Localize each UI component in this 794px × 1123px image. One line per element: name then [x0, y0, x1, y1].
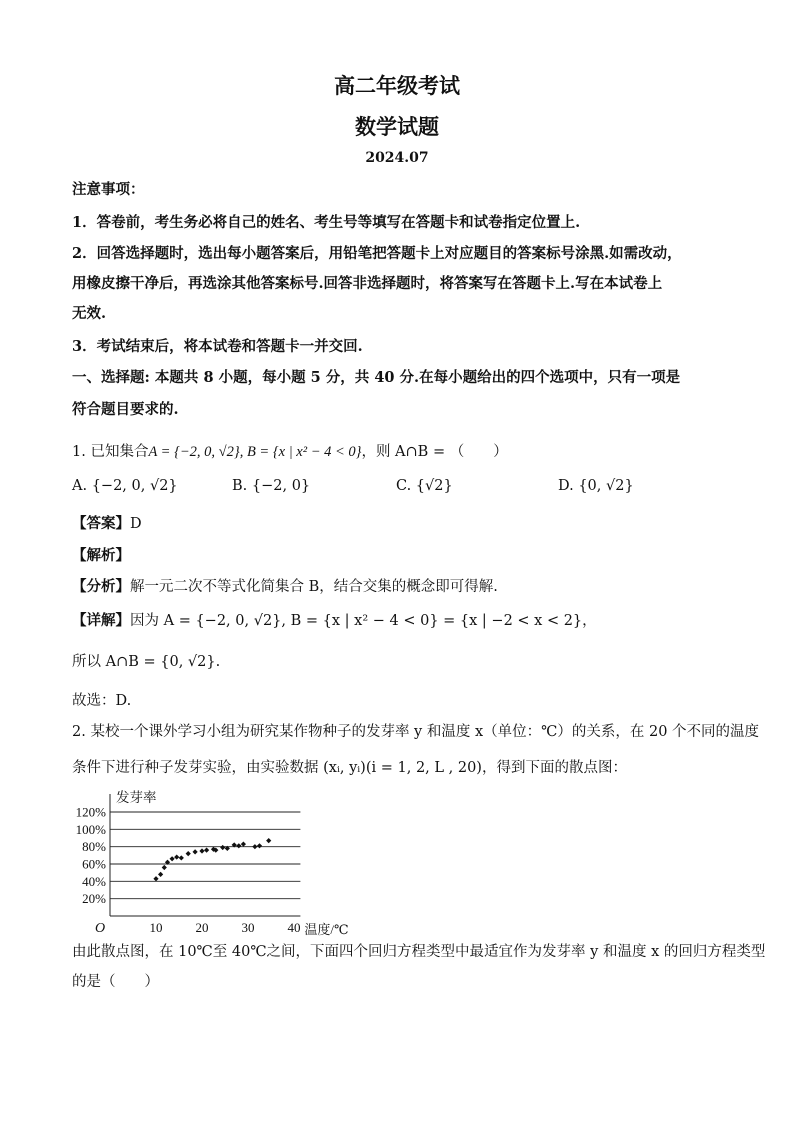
notice-item-2b: 用橡皮擦干净后，再选涂其他答案标号.回答非选择题时，将答案写在答题卡上.写在本试卷上	[72, 275, 663, 292]
set-a: A = {−2, 0, √2}	[148, 444, 240, 460]
exam-subject: 数学试题	[355, 114, 439, 139]
y-tick-label: 60%	[82, 856, 106, 872]
x-tick-label: 30	[241, 920, 255, 935]
notice-item-2a: 2．回答选择题时，选出每小题答案后，用铅笔把答题卡上对应题目的答案标号涂黑.如需改动，	[72, 245, 682, 262]
set-b: , B = {x | x² − 4 < 0}	[239, 444, 362, 460]
y-tick-label: 80%	[82, 839, 106, 855]
notice-heading: 注意事项：	[72, 181, 145, 198]
y-tick-label: 120%	[75, 804, 106, 820]
option-b: B. {−2, 0}	[232, 478, 311, 494]
detail-tag: 【详解】	[72, 612, 130, 629]
option-d: D. {0, √2}	[558, 478, 634, 494]
question-2-line-2: 条件下进行种子发芽实验，由实验数据 (xᵢ, yᵢ)(i = 1, 2, L , 20)，得到下面的散点图：	[72, 760, 627, 776]
scatter-point	[241, 841, 246, 846]
section-1-heading-cont: 符合题目要求的.	[72, 401, 179, 418]
question-1-suffix: ，则 A∩B = （ ）	[361, 444, 508, 460]
scatter-point	[266, 838, 271, 843]
scatter-point	[199, 848, 204, 853]
scatter-point	[220, 845, 225, 850]
exam-date: 2024.07	[365, 150, 429, 166]
analysis-tag: 【解析】	[72, 547, 130, 564]
origin-label: O	[94, 921, 106, 936]
exam-title: 高二年级考试	[334, 73, 460, 98]
notice-item-3: 3．考试结束后，将本试卷和答题卡一并交回.	[72, 338, 363, 355]
x-tick-label: 40	[287, 920, 301, 935]
scatter-point	[179, 855, 184, 860]
detail-text: 因为 A = {−2, 0, √2}, B = {x | x² − 4 < 0} = {x | −2 < x < 2}，	[130, 613, 597, 629]
question-2-line-3: 由此散点图，在 10℃至 40℃之间，下面四个回归方程类型中最适宜作为发芽率 y 和温度 x 的回归方程类型	[72, 944, 766, 960]
answer-value: D	[130, 516, 142, 532]
scatter-point	[170, 856, 175, 861]
y-axis-label: 发芽率	[116, 790, 157, 805]
question-2-line-4: 的是（ ）	[72, 974, 159, 990]
scatter-point	[252, 844, 257, 849]
y-tick-label: 100%	[75, 821, 106, 837]
question-1-prefix: 1. 已知集合	[72, 444, 149, 460]
notice-item-1: 1．答卷前，考生务必将自己的姓名、考生号等填写在答题卡和试卷指定位置上.	[72, 214, 581, 231]
option-c: C. {√2}	[396, 478, 453, 494]
option-a: A. {−2, 0, √2}	[72, 478, 178, 494]
scatter-point	[257, 843, 262, 848]
x-tick-label: 10	[149, 920, 163, 935]
question-1-stem	[72, 442, 732, 462]
question-2-line-1: 2. 某校一个课外学习小组为研究某作物种子的发芽率 y 和温度 x（单位：℃）的关系，在 20 个不同的温度	[72, 724, 760, 740]
section-1-heading: 一、选择题: 本题共 8 小题，每小题 5 分，共 40 分.在每小题给出的四个选项中，只有一项是	[72, 369, 681, 386]
answer-line	[72, 514, 732, 534]
x-axis-label: 温度/℃	[304, 922, 349, 936]
scatter-point	[204, 848, 209, 853]
scatter-point	[162, 865, 167, 870]
scatter-point	[186, 851, 191, 856]
scatter-point	[193, 849, 198, 854]
choose-line: 故选：D.	[72, 693, 132, 709]
y-tick-label: 40%	[82, 873, 106, 889]
scatter-point	[236, 843, 241, 848]
detail-line	[72, 611, 732, 631]
fenxi-text: 解一元二次不等式化简集合 B，结合交集的概念即可得解.	[130, 579, 498, 595]
y-tick-label: 20%	[82, 891, 106, 907]
answer-tag: 【答案】	[72, 515, 130, 532]
notice-item-2c: 无效.	[72, 305, 107, 322]
scatter-chart	[66, 788, 396, 936]
x-tick-label: 20	[195, 920, 209, 935]
conclusion-line: 所以 A∩B = {0, √2}.	[72, 654, 221, 670]
scatter-point	[174, 854, 179, 859]
fenxi-line	[72, 577, 732, 597]
scatter-point	[153, 876, 158, 881]
scatter-point	[158, 872, 163, 877]
fenxi-tag: 【分析】	[72, 578, 130, 595]
